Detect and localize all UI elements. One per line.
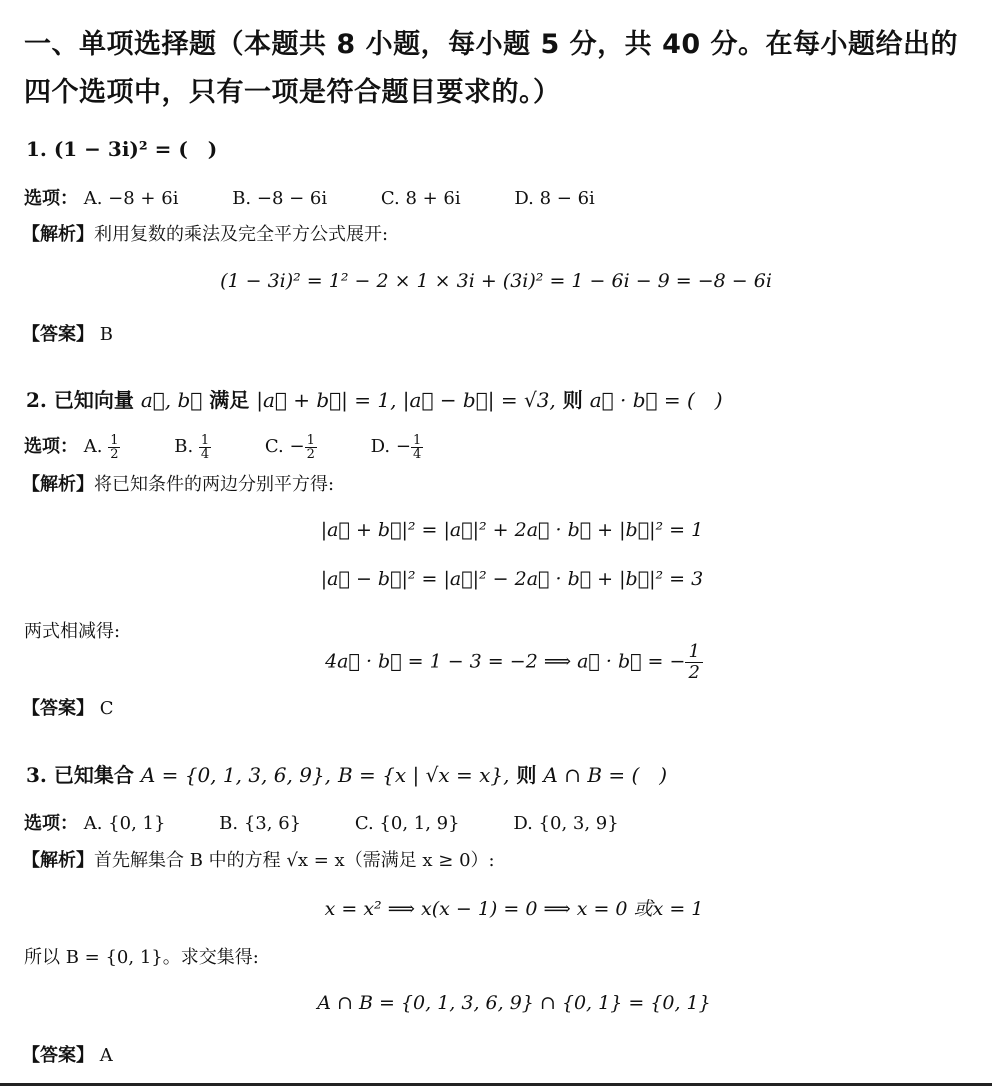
q2-option-c: C. − $\frac{1}{2}$ bbox=[264, 432, 315, 462]
section-heading-line1: 一、单项选择题（本题共 8 小题，每小题 5 分，共 40 分。在每小题给出的 bbox=[24, 29, 959, 60]
q3-so-text: 所以 B = {0, 1}。求交集得: bbox=[24, 947, 259, 968]
q2-stem-end: a⃗ · b⃗ = ( ) bbox=[589, 388, 723, 412]
q3-equation-1: x = x² ⟹ x(x − 1) = 0 ⟹ x = 0 或x = 1 bbox=[324, 898, 704, 920]
q2-analysis bbox=[22, 470, 334, 496]
q3-analysis bbox=[22, 846, 495, 872]
q3-options bbox=[24, 809, 619, 835]
q3-stem-set-b: B = {x | √x = x}, bbox=[338, 763, 510, 787]
q2-analysis-text: 将已知条件的两边分别平方得: bbox=[94, 474, 335, 495]
q2-subtract-text: 两式相减得: bbox=[24, 621, 121, 642]
page-bottom-border bbox=[0, 1083, 992, 1086]
q3-option-a: A. {0, 1} bbox=[83, 813, 166, 834]
q3-stem-prefix: 3. 已知集合 bbox=[26, 763, 134, 787]
q1-option-a: A. −8 + 6i bbox=[83, 188, 179, 209]
q2-stem-vectors: a⃗, b⃗ bbox=[140, 388, 203, 412]
q1-analysis-label: 【解析】 bbox=[22, 224, 94, 245]
q3-option-d: D. {0, 3, 9} bbox=[513, 813, 619, 834]
q2-option-a: A. $\frac{1}{2}$ bbox=[83, 432, 119, 462]
q1-option-b: B. −8 − 6i bbox=[232, 188, 328, 209]
q3-options-label: 选项： bbox=[24, 813, 78, 834]
q3-answer-label: 【答案】 bbox=[22, 1045, 94, 1066]
q1-option-d: D. 8 − 6i bbox=[514, 188, 595, 209]
q2-stem-mid: 满足 bbox=[209, 388, 250, 412]
q1-options-label: 选项： bbox=[24, 188, 78, 209]
section-heading-line2: 四个选项中，只有一项是符合题目要求的。） bbox=[24, 77, 561, 108]
q1-answer-label: 【答案】 bbox=[22, 324, 94, 345]
q2-stem-then: 则 bbox=[562, 388, 583, 412]
q2-options-label: 选项： bbox=[24, 436, 78, 457]
q2-stem bbox=[26, 384, 723, 413]
q2-analysis-label: 【解析】 bbox=[22, 474, 94, 495]
q3-stem-end: A ∩ B = ( ) bbox=[543, 763, 668, 787]
q3-option-c: C. {0, 1, 9} bbox=[354, 813, 460, 834]
q1-analysis-text: 利用复数的乘法及完全平方公式展开: bbox=[94, 224, 389, 245]
q3-stem-set-a: A = {0, 1, 3, 6, 9}, bbox=[140, 763, 332, 787]
q2-equation-3: 4a⃗ · b⃗ = 1 − 3 = −2 ⟹ a⃗ · b⃗ = − $\frac{1}{2}$ bbox=[18, 642, 992, 683]
q3-stem bbox=[26, 759, 667, 788]
q2-stem-condition: |a⃗ + b⃗| = 1, |a⃗ − b⃗| = √3, bbox=[256, 388, 556, 412]
q2-answer bbox=[22, 694, 114, 720]
q2-option-d: D. − $\frac{1}{4}$ bbox=[370, 432, 422, 462]
q2-options bbox=[24, 432, 423, 461]
q3-equation-2: A ∩ B = {0, 1, 3, 6, 9} ∩ {0, 1} = {0, 1} bbox=[317, 992, 711, 1014]
q2-answer-value: C bbox=[99, 698, 114, 719]
q2-option-b: B. $\frac{1}{4}$ bbox=[174, 432, 210, 462]
q1-answer-value: B bbox=[99, 324, 113, 345]
q3-analysis-text: 首先解集合 B 中的方程 √x = x（需满足 x ≥ 0）: bbox=[94, 850, 495, 871]
q3-option-b: B. {3, 6} bbox=[219, 813, 302, 834]
q1-option-c: C. 8 + 6i bbox=[380, 188, 461, 209]
q2-equation-2: |a⃗ − b⃗|² = |a⃗|² − 2a⃗ · b⃗ + |b⃗|² = 3 bbox=[320, 568, 704, 590]
q1-analysis bbox=[22, 220, 388, 246]
q3-answer-value: A bbox=[99, 1045, 113, 1066]
q2-stem-prefix: 2. 已知向量 bbox=[26, 388, 134, 412]
q1-stem: 1. (1 − 3i)² = ( ) bbox=[26, 137, 218, 161]
q2-answer-label: 【答案】 bbox=[22, 698, 94, 719]
q3-stem-then: 则 bbox=[516, 763, 537, 787]
q1-equation: (1 − 3i)² = 1² − 2 × 1 × 3i + (3i)² = 1 − 6i − 9 = −8 − 6i bbox=[220, 270, 772, 292]
q1-options bbox=[24, 184, 595, 210]
q2-equation-1: |a⃗ + b⃗|² = |a⃗|² + 2a⃗ · b⃗ + |b⃗|² = 1 bbox=[320, 519, 704, 541]
q1-answer bbox=[22, 320, 113, 346]
q3-answer bbox=[22, 1041, 113, 1067]
q3-analysis-label: 【解析】 bbox=[22, 850, 94, 871]
